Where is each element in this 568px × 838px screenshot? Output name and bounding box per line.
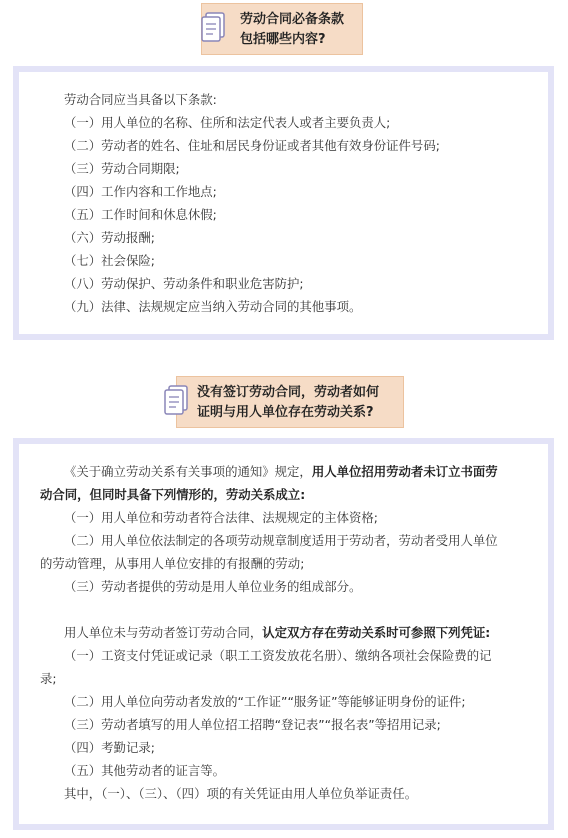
- evidence-intro: 用人单位未与劳动者签订劳动合同，: [64, 625, 263, 640]
- question-title-line: 证明与用人单位存在劳动关系?: [197, 405, 374, 420]
- evidence-item: （一）工资支付凭证或记录（职工工资发放花名册）、缴纳各项社会保险费的记: [64, 648, 492, 663]
- question-title-line: 劳动合同必备条款: [240, 12, 345, 27]
- evidence-item: （五）其他劳动者的证言等。: [64, 763, 226, 778]
- clause-item: （六）劳动报酬;: [64, 230, 155, 245]
- evidence-item: （二）用人单位向劳动者发放的“工作证”“服务证”等能够证明身份的证件;: [64, 694, 466, 709]
- clause-item: （九）法律、法规规定应当纳入劳动合同的其他事项。: [64, 299, 362, 314]
- condition-item: （一）用人单位和劳动者符合法律、法规规定的主体资格;: [64, 510, 378, 525]
- bold-condition: 用人单位招用劳动者未订立书面劳: [311, 464, 498, 479]
- closing-text: 其中，（一）、（三）、（四）项的有关凭证由用人单位负举证责任。: [64, 786, 418, 801]
- clause-item: （四）工作内容和工作地点;: [64, 184, 217, 199]
- evidence-item: （四）考勤记录;: [64, 740, 155, 755]
- question-title-line: 没有签订劳动合同，劳动者如何: [197, 385, 380, 400]
- clause-item: （三）劳动合同期限;: [64, 161, 180, 176]
- clause-item: （五）工作时间和休息休假;: [64, 207, 217, 222]
- clause-item: （二）劳动者的姓名、住址和居民身份证或者其他有效身份证件号码;: [64, 138, 440, 153]
- clause-item: （七）社会保险;: [64, 253, 155, 268]
- document-icon: [163, 385, 193, 417]
- condition-item: （二）用人单位依法制定的各项劳动规章制度适用于劳动者，劳动者受用人单位: [64, 533, 498, 548]
- evidence-item: 录;: [40, 671, 57, 686]
- intro-text: 劳动合同应当具备以下条款:: [64, 92, 217, 107]
- bold-condition: 动合同，但同时具备下列情形的，劳动关系成立:: [40, 487, 306, 502]
- clause-item: （八）劳动保护、劳动条件和职业危害防护;: [64, 276, 304, 291]
- condition-item: 的劳动管理，从事用人单位安排的有报酬的劳动;: [40, 556, 305, 571]
- clause-item: （一）用人单位的名称、住所和法定代表人或者主要负责人;: [64, 115, 391, 130]
- paragraph-line: [64, 463, 498, 481]
- evidence-item: （三）劳动者填写的用人单位招工招聘“登记表”“报名表”等招用记录;: [64, 717, 441, 732]
- bold-evidence: 认定双方存在劳动关系时可参照下列凭证:: [262, 625, 491, 640]
- question-title-line: 包括哪些内容?: [240, 32, 326, 47]
- paragraph-line: [64, 624, 490, 642]
- condition-item: （三）劳动者提供的劳动是用人单位业务的组成部分。: [64, 579, 362, 594]
- question-header-2: [176, 376, 404, 428]
- document-icon: [200, 12, 230, 44]
- question-header-1: [201, 3, 363, 55]
- notice-citation: 《关于确立劳动关系有关事项的通知》规定，: [64, 464, 312, 479]
